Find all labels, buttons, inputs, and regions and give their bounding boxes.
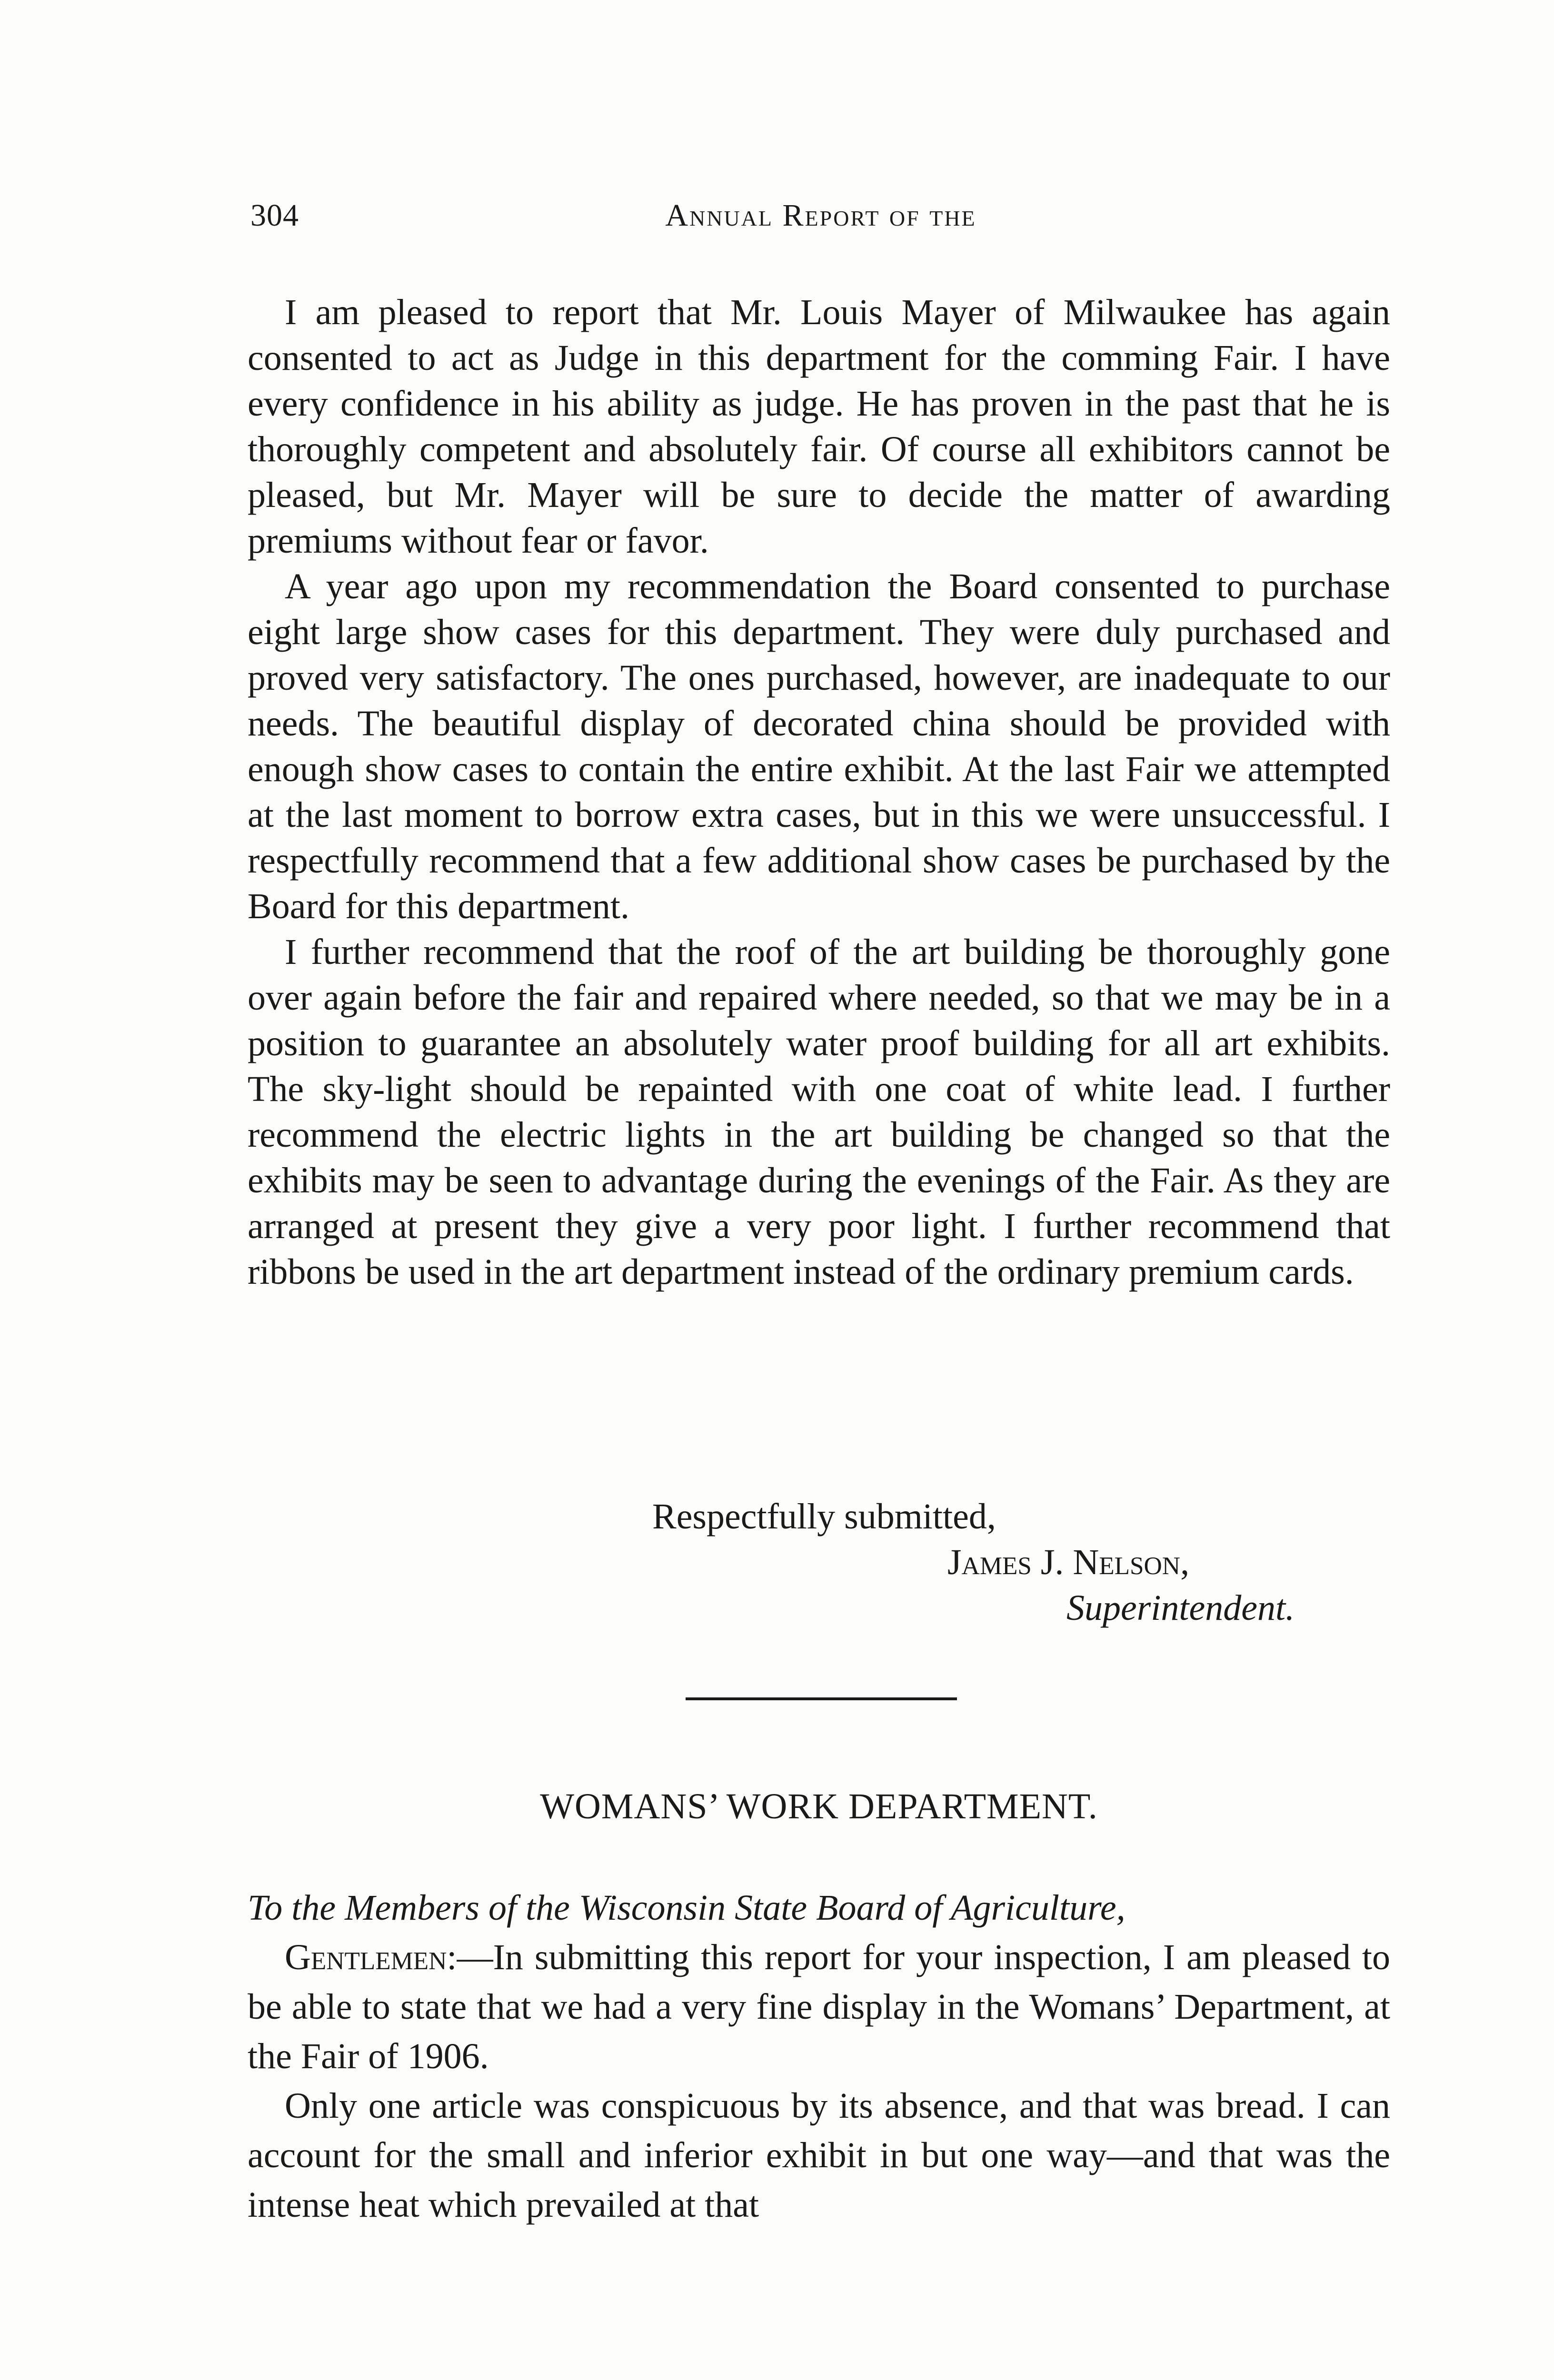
signer-title: Superintendent. <box>1066 1588 1295 1628</box>
paragraph-roof-recommendations: I further recommend that the roof of the art building be thoroughly gone over again before the fair and repaired where needed, so that we may be in a position to guarantee an absolutely water proof building for all art exhibits. The sky-light should be repainted with one coat of white lead. I further recommend the electric lights in the art building be changed so that the exhibits may be seen to advantage during the evenings of the Fair. As they are arranged at present they give a very poor light. I further recommend that ribbons be used in the art department instead of the ordinary premium cards. <box>248 932 1390 1292</box>
section-title: WOMANS’ WORK DEPARTMENT. <box>540 1786 1098 1826</box>
greeting: Gentlemen: <box>285 1937 457 1977</box>
page-header <box>250 198 1391 250</box>
paragraph-intro <box>248 1933 1390 2081</box>
closing-phrase: Respectfully submitted, <box>652 1497 996 1537</box>
paragraph-bread: Only one article was conspicuous by its absence, and that was bread. I can account for the small and inferior exhibit in but one way—and that was the intense heat which prevailed at that <box>248 2086 1390 2225</box>
section-divider <box>686 1697 957 1700</box>
signature-block <box>248 1494 1390 1631</box>
paragraph-judge: I am pleased to report that Mr. Louis Mayer of Milwaukee has again consented to act as Judge in this department for the comming Fair. I have every confidence in his ability as judge. He has proven in the past that he is thoroughly competent and absolutely fair. Of course all exhibitors cannot be pleased, but Mr. Mayer will be sure to decide the matter of awarding premiums without fear or favor. <box>248 292 1390 561</box>
salutation: To the Members of the Wisconsin State Board of Agriculture, <box>248 1888 1126 1928</box>
signer-name: James J. Nelson, <box>947 1542 1190 1582</box>
paragraph-show-cases: A year ago upon my recommendation the Board consented to purchase eight large show cases for this department. They were duly purchased and proved very satisfactory. The ones purchased, however, are inadequate to our needs. The beautiful display of decorated china should be provided with enough show cases to contain the entire exhibit. At the last Fair we attempted at the last moment to borrow extra cases, but in this we were unsuccessful. I respectfully recommend that a few additional show cases be purchased by the Board for this department. <box>248 566 1390 926</box>
page-number: 304 <box>250 198 299 233</box>
womans-work-report <box>248 1883 1390 2230</box>
paragraph-intro-text: —In submitting this report for your inspection, I am pleased to be able to state that we had a very fine display in the Womans’ Department, at the Fair of 1906. <box>248 1937 1390 2076</box>
art-department-report <box>248 289 1390 1295</box>
running-head: Annual Report of the <box>665 198 976 233</box>
